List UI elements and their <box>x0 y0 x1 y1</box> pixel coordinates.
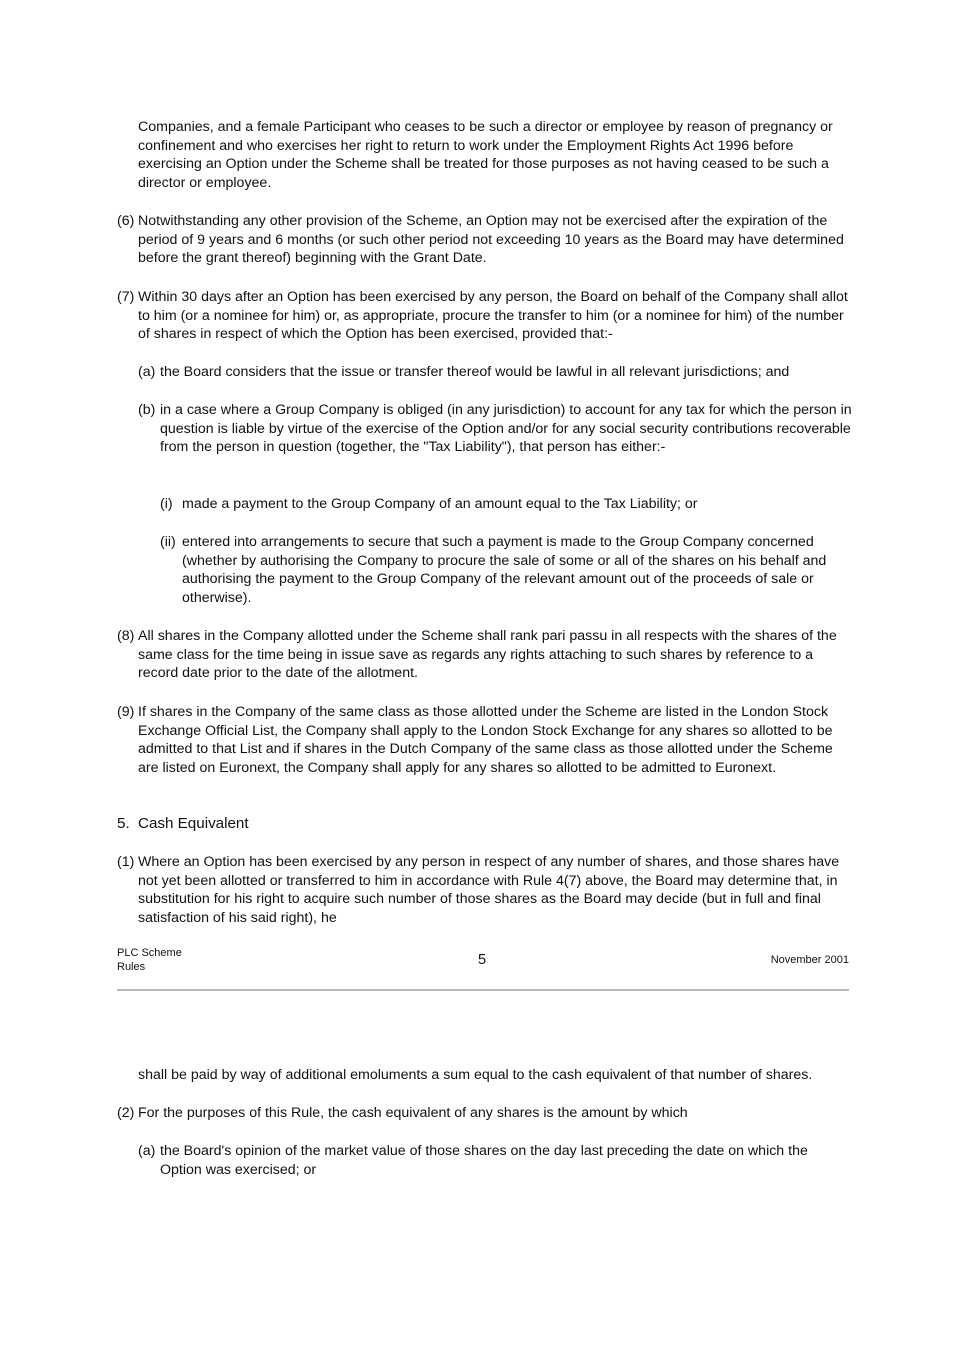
section-heading-5 <box>117 815 852 834</box>
clause-text: made a payment to the Group Company of an amount equal to the Tax Liability; or <box>182 496 698 512</box>
clause-text: Where an Option has been exercised by any person in respect of any number of shares, and those shares have not yet been allotted or transferred to him in accordance with Rule 4(7) above, the Board may determine that, in substitution for his right to acquire such number of those shares as the Board may decide (but in full and final satisfaction of his said right), he <box>138 854 840 927</box>
continuation-paragraph <box>138 118 852 193</box>
footer-doc-title <box>117 946 207 974</box>
paragraph-text: shall be paid by way of additional emoluments a sum equal to the cash equivalent of that number of shares. <box>138 1067 813 1083</box>
clause-text: the Board considers that the issue or transfer thereof would be lawful in all relevant jurisdictions; and <box>160 364 790 380</box>
paragraph-text: Companies, and a female Participant who ceases to be such a director or employee by reason of pregnancy or confinement and who exercises her right to return to work under the Employment Rights Act 1996 before exercising an Option under the Scheme shall be treated for those purposes as not having ceased to be such a director or employee. <box>138 119 833 192</box>
clause-4-7 <box>117 288 852 344</box>
clause-4-7-b-ii <box>160 533 852 608</box>
clause-5-2 <box>117 1104 852 1123</box>
clause-5-1 <box>117 853 852 928</box>
clause-text: If shares in the Company of the same class as those allotted under the Scheme are listed in the London Stock Exchange Official List, the Company shall apply to the London Stock Exchange for any shares so allotted to be admitted to that List and if shares in the Dutch Company of the same class as those allotted under the Scheme are listed on Euronext, the Company shall apply for any shares so allotted to be admitted to Euronext. <box>138 704 833 777</box>
clause-4-7-b-i <box>160 495 852 514</box>
clause-4-6 <box>117 212 852 268</box>
clause-number: (6) <box>117 213 135 229</box>
clause-4-7-b <box>138 401 852 457</box>
clause-text: the Board's opinion of the market value of those shares on the day last preceding the date on which the Option was exercised; or <box>160 1143 808 1178</box>
continuation-paragraph <box>138 1066 852 1085</box>
page-break-rule <box>117 989 849 991</box>
clause-4-9 <box>117 703 852 778</box>
clause-text: For the purposes of this Rule, the cash equivalent of any shares is the amount by which <box>138 1105 688 1121</box>
clause-number: (2) <box>117 1105 135 1121</box>
clause-text: All shares in the Company allotted under the Scheme shall rank pari passu in all respects with the shares of the same class for the time being in issue save as regards any rights attaching to such shares by reference to a record date prior to the date of the allotment. <box>138 628 837 682</box>
clause-number: (i) <box>160 496 173 512</box>
clause-4-8 <box>117 627 852 683</box>
clause-number: (b) <box>138 402 156 418</box>
clause-number: (9) <box>117 704 135 720</box>
clause-4-7-a <box>138 363 852 382</box>
footer-page-number: 5 <box>478 952 487 968</box>
clause-text: Within 30 days after an Option has been exercised by any person, the Board on behalf of the Company shall allot to him (or a nominee for him) or, as appropriate, procure the transfer to him (or a nominee for him) of the number of shares in respect of which the Option has been exercised, provided that:- <box>138 289 848 343</box>
footer-date: November 2001 <box>770 954 849 966</box>
clause-text: in a case where a Group Company is obliged (in any jurisdiction) to account for any tax for which the person in question is liable by virtue of the exercise of the Option and/or for any social security contributions recoverable from the person in question (together, the "Tax Liability"), that person has either:- <box>160 402 852 456</box>
clause-number: (7) <box>117 289 135 305</box>
footer-title-line: Rules <box>117 961 146 973</box>
clause-number: (8) <box>117 628 135 644</box>
section-title: Cash Equivalent <box>138 815 249 832</box>
footer-title-line: PLC Scheme <box>117 947 182 959</box>
clause-text: Notwithstanding any other provision of the Scheme, an Option may not be exercised after the expiration of the period of 9 years and 6 months (or such other period not exceeding 10 years as the Board may have determined before the grant thereof) beginning with the Grant Date. <box>138 213 844 267</box>
clause-number: (a) <box>138 1143 156 1159</box>
clause-5-2-a <box>138 1142 852 1179</box>
clause-number: (a) <box>138 364 156 380</box>
clause-text: entered into arrangements to secure that such a payment is made to the Group Company concerned (whether by authorising the Company to procure the sale of some or all of the shares on his behalf and authorising the payment to the Group Company of the relevant amount out of the proceeds of sale or otherwise). <box>182 534 827 607</box>
section-number: 5. <box>117 815 130 832</box>
clause-number: (ii) <box>160 534 176 550</box>
clause-number: (1) <box>117 854 135 870</box>
